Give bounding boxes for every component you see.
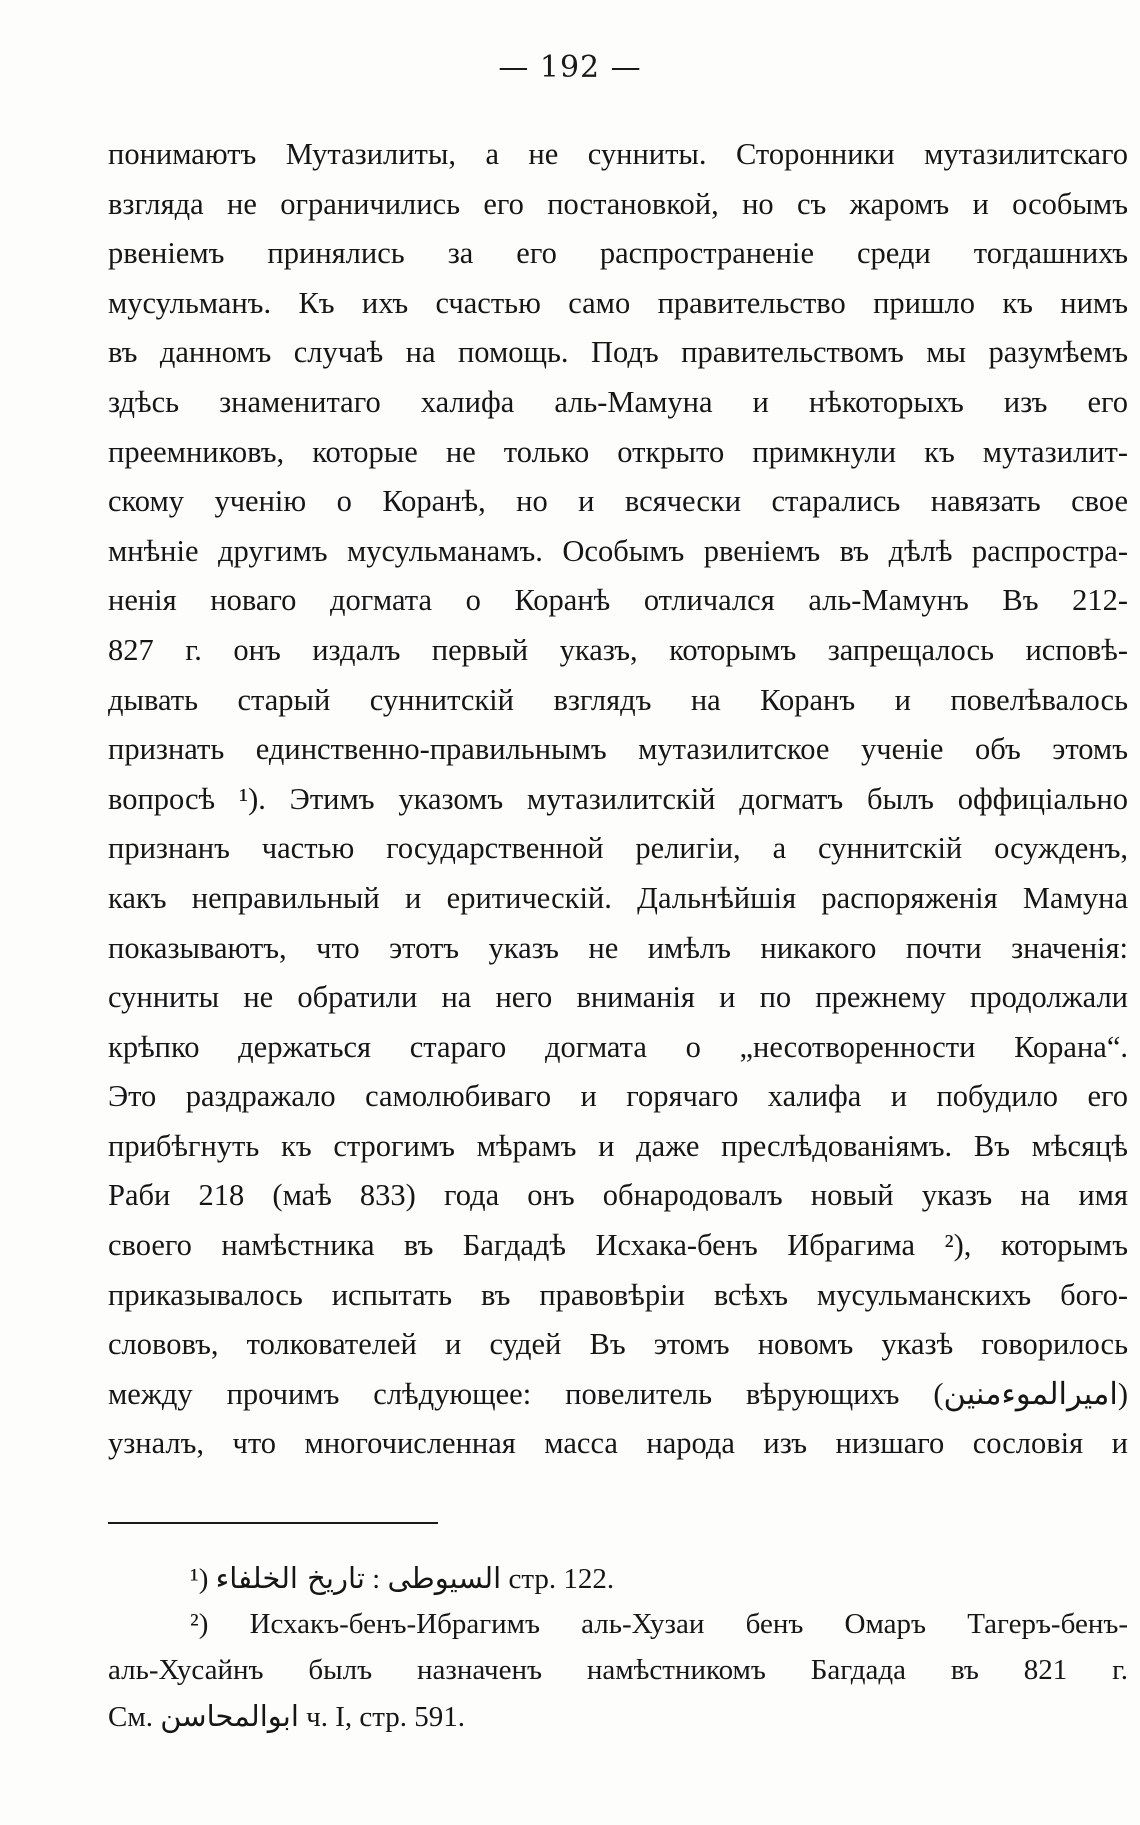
text-line: мнѣніе другимъ мусульманамъ. Особымъ рвеніемъ въ дѣлѣ распростра-: [108, 533, 1128, 568]
footnote-2-see: См.: [108, 1701, 153, 1733]
text-line: слововъ, толкователей и судей Въ этомъ новомъ указѣ говорилось: [108, 1327, 1128, 1362]
text-line: сунниты не обратили на него вниманія и по прежнему продолжали: [108, 980, 1128, 1015]
footnote-2-line-1: [108, 1601, 1128, 1647]
text-line: какъ неправильный и еритическій. Дальнѣйшія распоряженія Мамуна: [108, 880, 1128, 915]
text-line: 827 г. онъ издалъ первый указъ, которымъ запрещалось исповѣ-: [108, 632, 1128, 667]
footnote-2-ref: ч. I, стр. 591.: [306, 1701, 466, 1733]
text-line: рвеніемъ принялись за его распространеніе среди тогдашнихъ: [108, 236, 1128, 271]
text-line: своего намѣстника въ Багдадѣ Исхака-бенъ Ибрагима ²), которымъ: [108, 1228, 1128, 1263]
text-line: крѣпко держаться стараго догмата о „несотворенности Корана“.: [108, 1029, 1128, 1064]
text-line: преемниковъ, которые не только открыто примкнули къ мутазилит-: [108, 434, 1128, 469]
text-line: Раби 218 (маѣ 833) года онъ обнародовалъ новый указъ на имя: [108, 1178, 1128, 1213]
text-line: признать единственно-правильнымъ мутазилитское ученіе объ этомъ: [108, 732, 1128, 767]
text-line: мусульманъ. Къ ихъ счастью само правительство пришло къ нимъ: [108, 285, 1128, 320]
footnote-2-arabic-source: ابوالمحاسن: [160, 1699, 299, 1733]
text-line: дывать старый суннитскій взглядъ на Коранъ и повелѣвалось: [108, 682, 1128, 717]
footnote-1-arabic-author: السيوطى: [387, 1561, 502, 1595]
footnote-1-ref: стр. 122.: [508, 1563, 615, 1595]
footnote-2-mark: ²): [190, 1608, 209, 1640]
text-line: ненія новаго догмата о Коранѣ отличался аль-Мамунъ Въ 212-: [108, 583, 1128, 618]
text-line: въ данномъ случаѣ на помощь. Подъ правительствомъ мы разумѣемъ: [108, 335, 1128, 370]
text-line: прибѣгнуть къ строгимъ мѣрамъ и даже преслѣдованіямъ. Въ мѣсяцѣ: [108, 1128, 1128, 1163]
text-line: вопросѣ ¹). Этимъ указомъ мутазилитскій догматъ былъ оффиціально: [108, 781, 1128, 816]
footnote-1-mark: ¹): [190, 1563, 209, 1595]
footnote-divider: [108, 1522, 438, 1524]
footnote-1-arabic-title: تاريخ الخلفاء: [215, 1561, 365, 1595]
footnote-2-text-1: Исхакъ-бенъ-Ибрагимъ аль-Хузаи бенъ Омаръ Тагеръ-бенъ-: [249, 1608, 1128, 1640]
text-line: узналъ, что многочисленная масса народа изъ низшаго сословія и: [108, 1426, 1128, 1461]
text-line: признанъ частью государственной религіи, а суннитскій осужденъ,: [108, 831, 1128, 866]
text-line: между прочимъ слѣдующее: повелитель вѣрующихъ (اميرالموءمنين): [108, 1376, 1128, 1411]
text-line: здѣсь знаменитаго халифа аль-Мамуна и нѣкоторыхъ изъ его: [108, 384, 1128, 419]
text-line: скому ученію о Коранѣ, но и всячески старались навязать свое: [108, 484, 1128, 519]
footnotes: [108, 1555, 1128, 1739]
text-line: приказывалось испытать въ правовѣріи всѣхъ мусульманскихъ бого-: [108, 1277, 1128, 1312]
footnote-2-line-3: [108, 1693, 1128, 1739]
footnote-2-line-2: аль-Хусайнъ былъ назначенъ намѣстникомъ Багдада въ 821 г.: [108, 1654, 1128, 1686]
footnote-1: [108, 1555, 1128, 1601]
text-line: Это раздражало самолюбиваго и горячаго халифа и побудило его: [108, 1079, 1128, 1114]
body-text: [108, 130, 1128, 1469]
footnote-1-separator: :: [372, 1563, 381, 1595]
text-line: взгляда не ограничились его постановкой, но съ жаромъ и особымъ: [108, 186, 1128, 221]
text-line: показываютъ, что этотъ указъ не имѣлъ никакого почти значенія:: [108, 930, 1128, 965]
text-line: понимаютъ Мутазилиты, а не сунниты. Сторонники мутазилитскаго: [108, 137, 1128, 171]
page-number: — 192 —: [498, 50, 642, 85]
